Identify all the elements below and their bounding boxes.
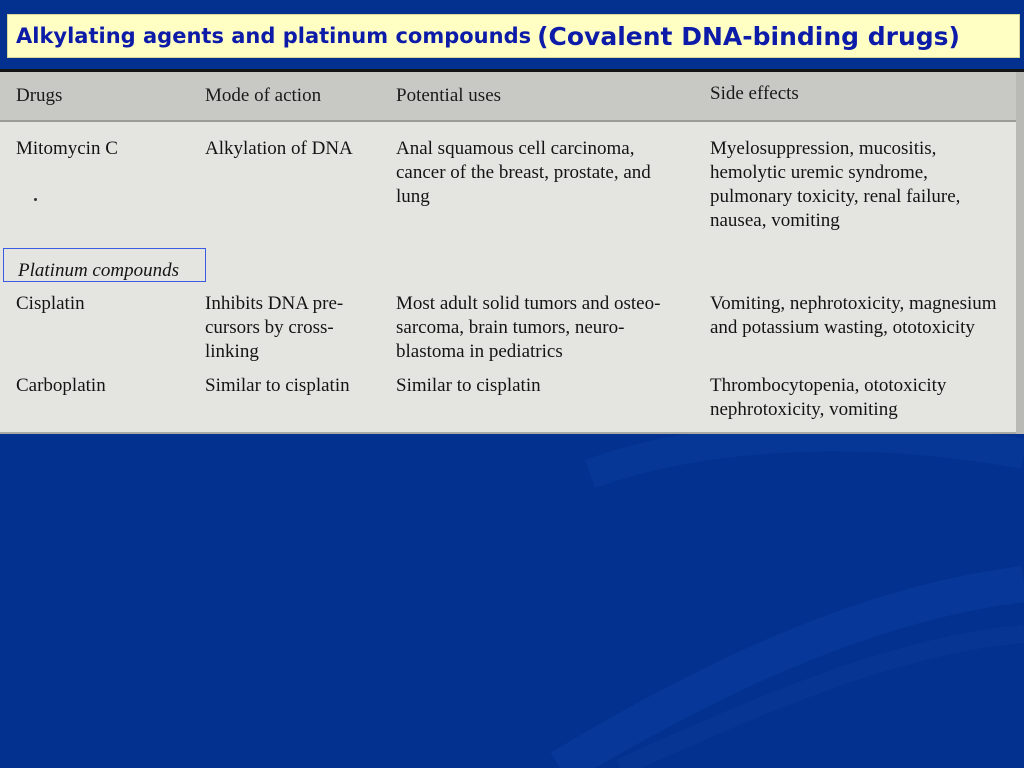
mode-line: Similar to cisplatin <box>205 375 350 396</box>
drug-name: Carboplatin <box>16 375 106 396</box>
mode-line: cursors by cross- <box>205 317 334 338</box>
side-line: and potassium wasting, ototoxicity <box>710 317 975 338</box>
header-side-effects: Side effects <box>710 83 799 104</box>
header-potential-uses: Potential uses <box>396 85 502 106</box>
background-swoosh-decoration <box>0 434 1024 768</box>
side-line: Vomiting, nephrotoxicity, magnesium <box>710 293 997 314</box>
mode-line: Alkylation of DNA <box>205 138 353 159</box>
section-label-platinum: Platinum compounds <box>18 260 179 281</box>
mode-line: Inhibits DNA pre- <box>205 293 344 314</box>
side-line: hemolytic uremic syndrome, <box>710 162 928 183</box>
scan-speck <box>34 198 37 201</box>
drug-name: Cisplatin <box>16 293 85 314</box>
drug-name: Mitomycin C <box>16 138 118 159</box>
side-line: Thrombocytopenia, ototoxicity <box>710 375 947 396</box>
title-main-text: Alkylating agents and platinum compounds <box>16 24 532 48</box>
side-line: nausea, vomiting <box>710 210 840 231</box>
scan-edge <box>1016 72 1024 434</box>
uses-line: sarcoma, brain tumors, neuro- <box>396 317 625 338</box>
table-header-row <box>0 72 1024 122</box>
slide-title <box>7 14 1020 58</box>
side-line: pulmonary toxicity, renal failure, <box>710 186 961 207</box>
mode-line: linking <box>205 341 259 362</box>
title-subtitle-text: (Covalent DNA-binding drugs) <box>537 21 960 51</box>
side-line: Myelosuppression, mucositis, <box>710 138 937 159</box>
uses-line: Most adult solid tumors and osteo- <box>396 293 661 314</box>
header-drugs: Drugs <box>16 85 63 106</box>
header-mode-of-action: Mode of action <box>205 85 322 106</box>
uses-line: lung <box>396 186 430 207</box>
uses-line: blastoma in pediatrics <box>396 341 563 362</box>
uses-line: Similar to cisplatin <box>396 375 541 396</box>
uses-line: cancer of the breast, prostate, and <box>396 162 651 183</box>
side-line: nephrotoxicity, vomiting <box>710 399 898 420</box>
drug-table-image <box>0 69 1024 434</box>
uses-line: Anal squamous cell carcinoma, <box>396 138 635 159</box>
